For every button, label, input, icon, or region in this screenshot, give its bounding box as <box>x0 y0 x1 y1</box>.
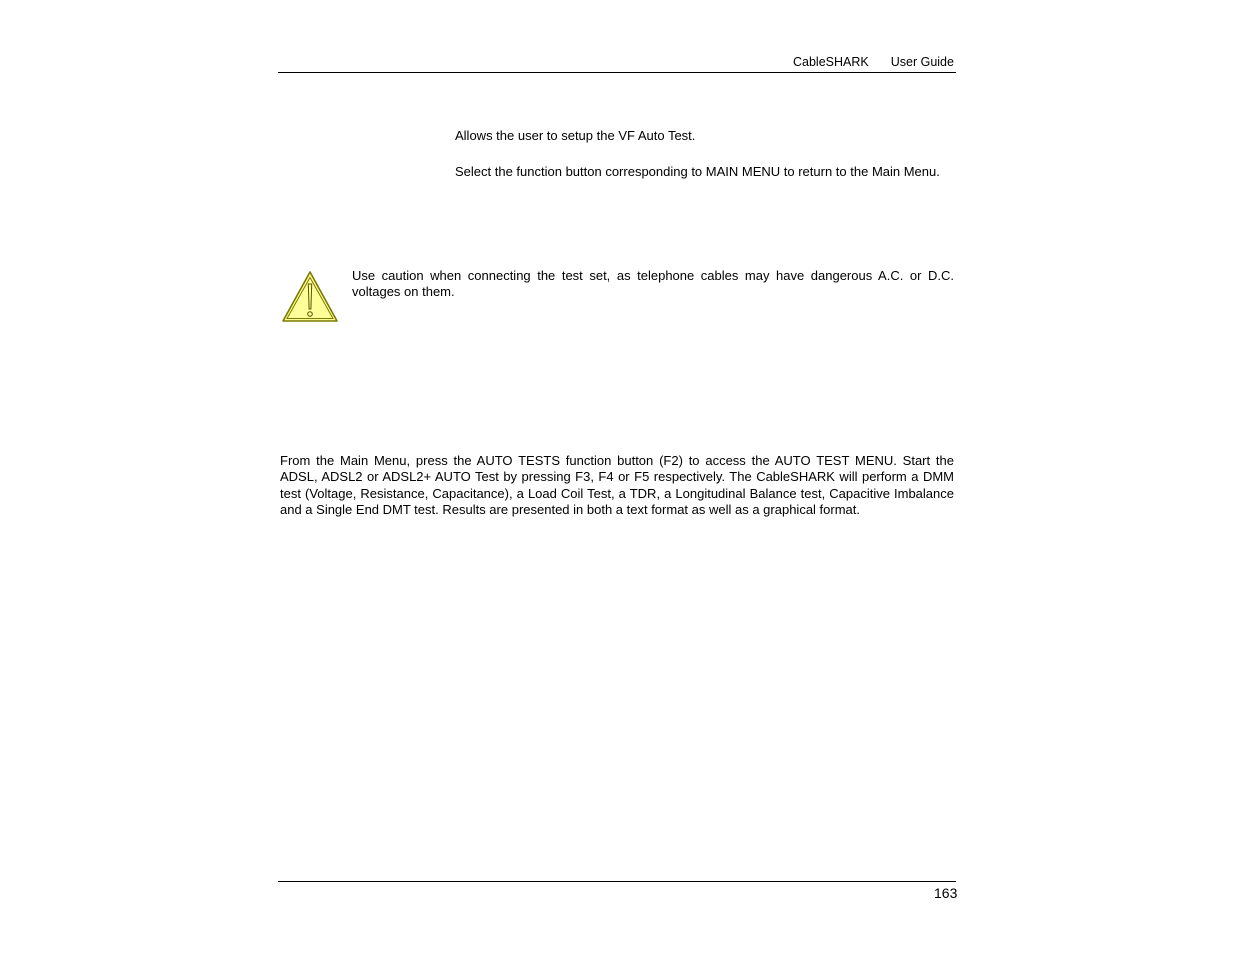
header-doc-title: User Guide <box>890 55 954 69</box>
page-number: 163 <box>934 885 958 901</box>
main-menu-instruction: Select the function button corresponding to MAIN MENU to return to the Main Menu. <box>455 164 940 179</box>
vf-auto-test-description: Allows the user to setup the VF Auto Test. <box>455 128 696 143</box>
auto-tests-paragraph: From the Main Menu, press the AUTO TESTS function button (F2) to access the AUTO TEST MENU. Start the ADSL, ADSL2 or ADSL2+ AUTO Test by pressing F3, F4 or F5 respectively. The CableSHARK will perform a DMM test (Voltage, Resistance, Capacitance), a Load Coil Test, a TDR, a Longitudinal Balance test, Capacitive Imbalance and a Single End DMT test. Results are presented in both a text format as well as a graphical format. <box>280 453 954 517</box>
footer-rule <box>278 881 956 882</box>
warning-triangle-icon <box>281 270 339 324</box>
header-product-name: CableSHARK <box>793 55 869 69</box>
caution-note: Use caution when connecting the test set, as telephone cables may have dangerous A.C. or D.C. voltages on them. <box>352 268 954 300</box>
page-header <box>793 55 954 69</box>
header-rule <box>278 72 956 73</box>
